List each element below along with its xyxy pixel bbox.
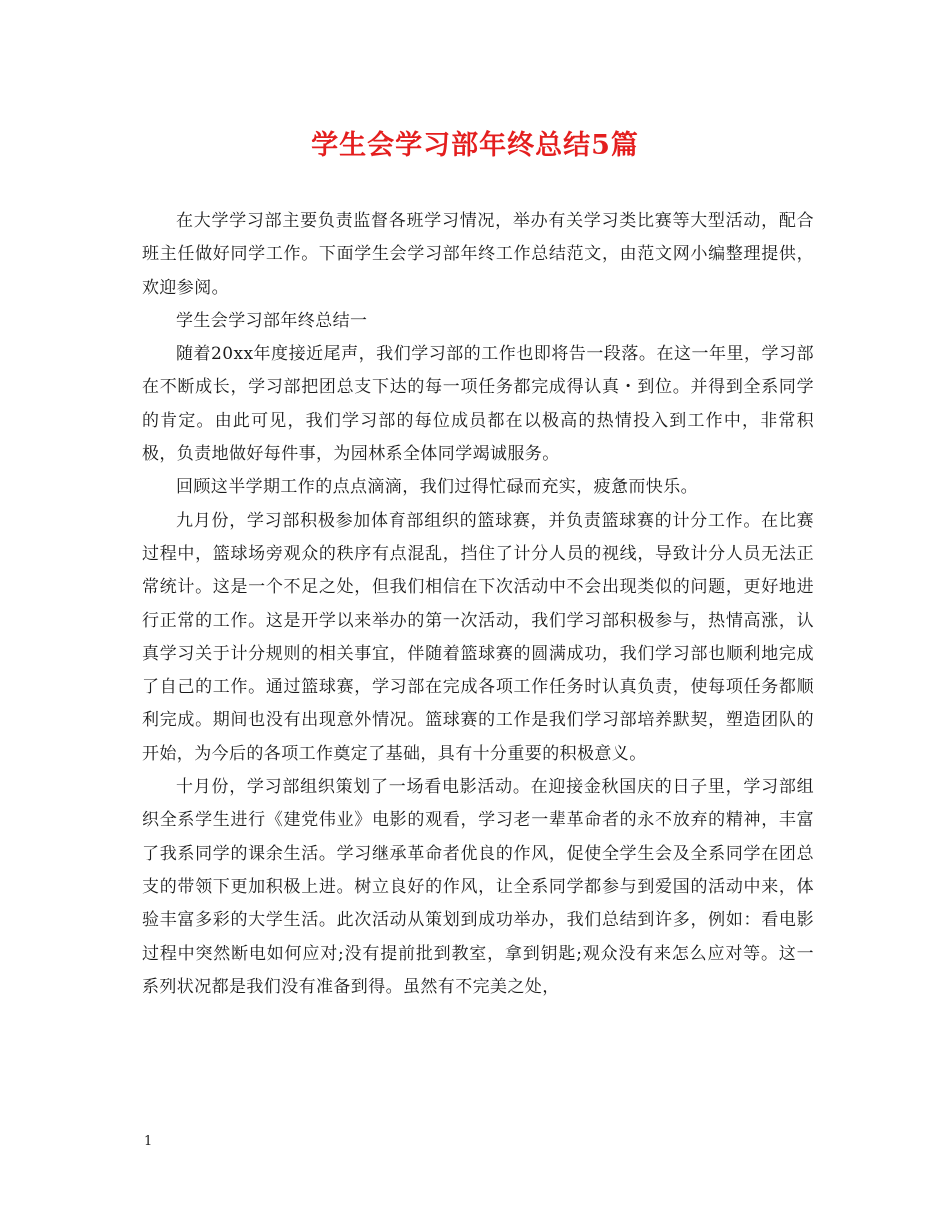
page-number: 1 (144, 1134, 153, 1149)
document-body (142, 205, 814, 1004)
paragraph-intro: 在大学学习部主要负责监督各班学习情况，举办有关学习类比赛等大型活动，配合班主任做好同学工作。下面学生会学习部年终工作总结范文，由范文网小编整理提供，欢迎参阅。 (142, 211, 814, 298)
section-heading: 学生会学习部年终总结一 (176, 310, 368, 331)
paragraph: 随着20xx年度接近尾声，我们学习部的工作也即将告一段落。在这一年里，学习部在不断成长，学习部把团总支下达的每一项任务都完成得认真・到位。并得到全系同学的肯定。由此可见，我们学习部的每位成员都在以极高的热情投入到工作中，非常积极，负责地做好每件事，为园林系全体同学竭诚服务。 (142, 344, 814, 465)
document-title: 学生会学习部年终总结5篇 (311, 130, 639, 161)
paragraph: 九月份，学习部积极参加体育部组织的篮球赛，并负责篮球赛的计分工作。在比赛过程中，篮球场旁观众的秩序有点混乱，挡住了计分人员的视线，导致计分人员无法正常统计。这是一个不足之处，但我们相信在下次活动中不会出现类似的问题，更好地进行正常的工作。这是开学以来举办的第一次活动，我们学习部积极参与，热情高涨，认真学习关于计分规则的相关事宜，伴随着篮球赛的圆满成功，我们学习部也顺利地完成了自己的工作。通过篮球赛，学习部在完成各项工作任务时认真负责，使每项任务都顺利完成。期间也没有出现意外情况。篮球赛的工作是我们学习部培养默契，塑造团队的开始，为今后的各项工作奠定了基础，具有十分重要的积极意义。 (142, 510, 814, 764)
paragraph: 回顾这半学期工作的点点滴滴，我们过得忙碌而充实，疲惫而快乐。 (176, 477, 698, 498)
paragraph: 十月份，学习部组织策划了一场看电影活动。在迎接金秋国庆的日子里，学习部组织全系学生进行《建党伟业》电影的观看，学习老一辈革命者的永不放弃的精神，丰富了我系同学的课余生活。学习继承革命者优良的作风，促使全学生会及全系同学在团总支的带领下更加积极上进。树立良好的作风，让全系同学都参与到爱国的活动中来，体验丰富多彩的大学生活。此次活动从策划到成功举办，我们总结到许多，例如：看电影过程中突然断电如何应对;没有提前批到教室，拿到钥匙;观众没有来怎么应对等。这一系列状况都是我们没有准备到得。虽然有不完美之处， (142, 777, 814, 997)
